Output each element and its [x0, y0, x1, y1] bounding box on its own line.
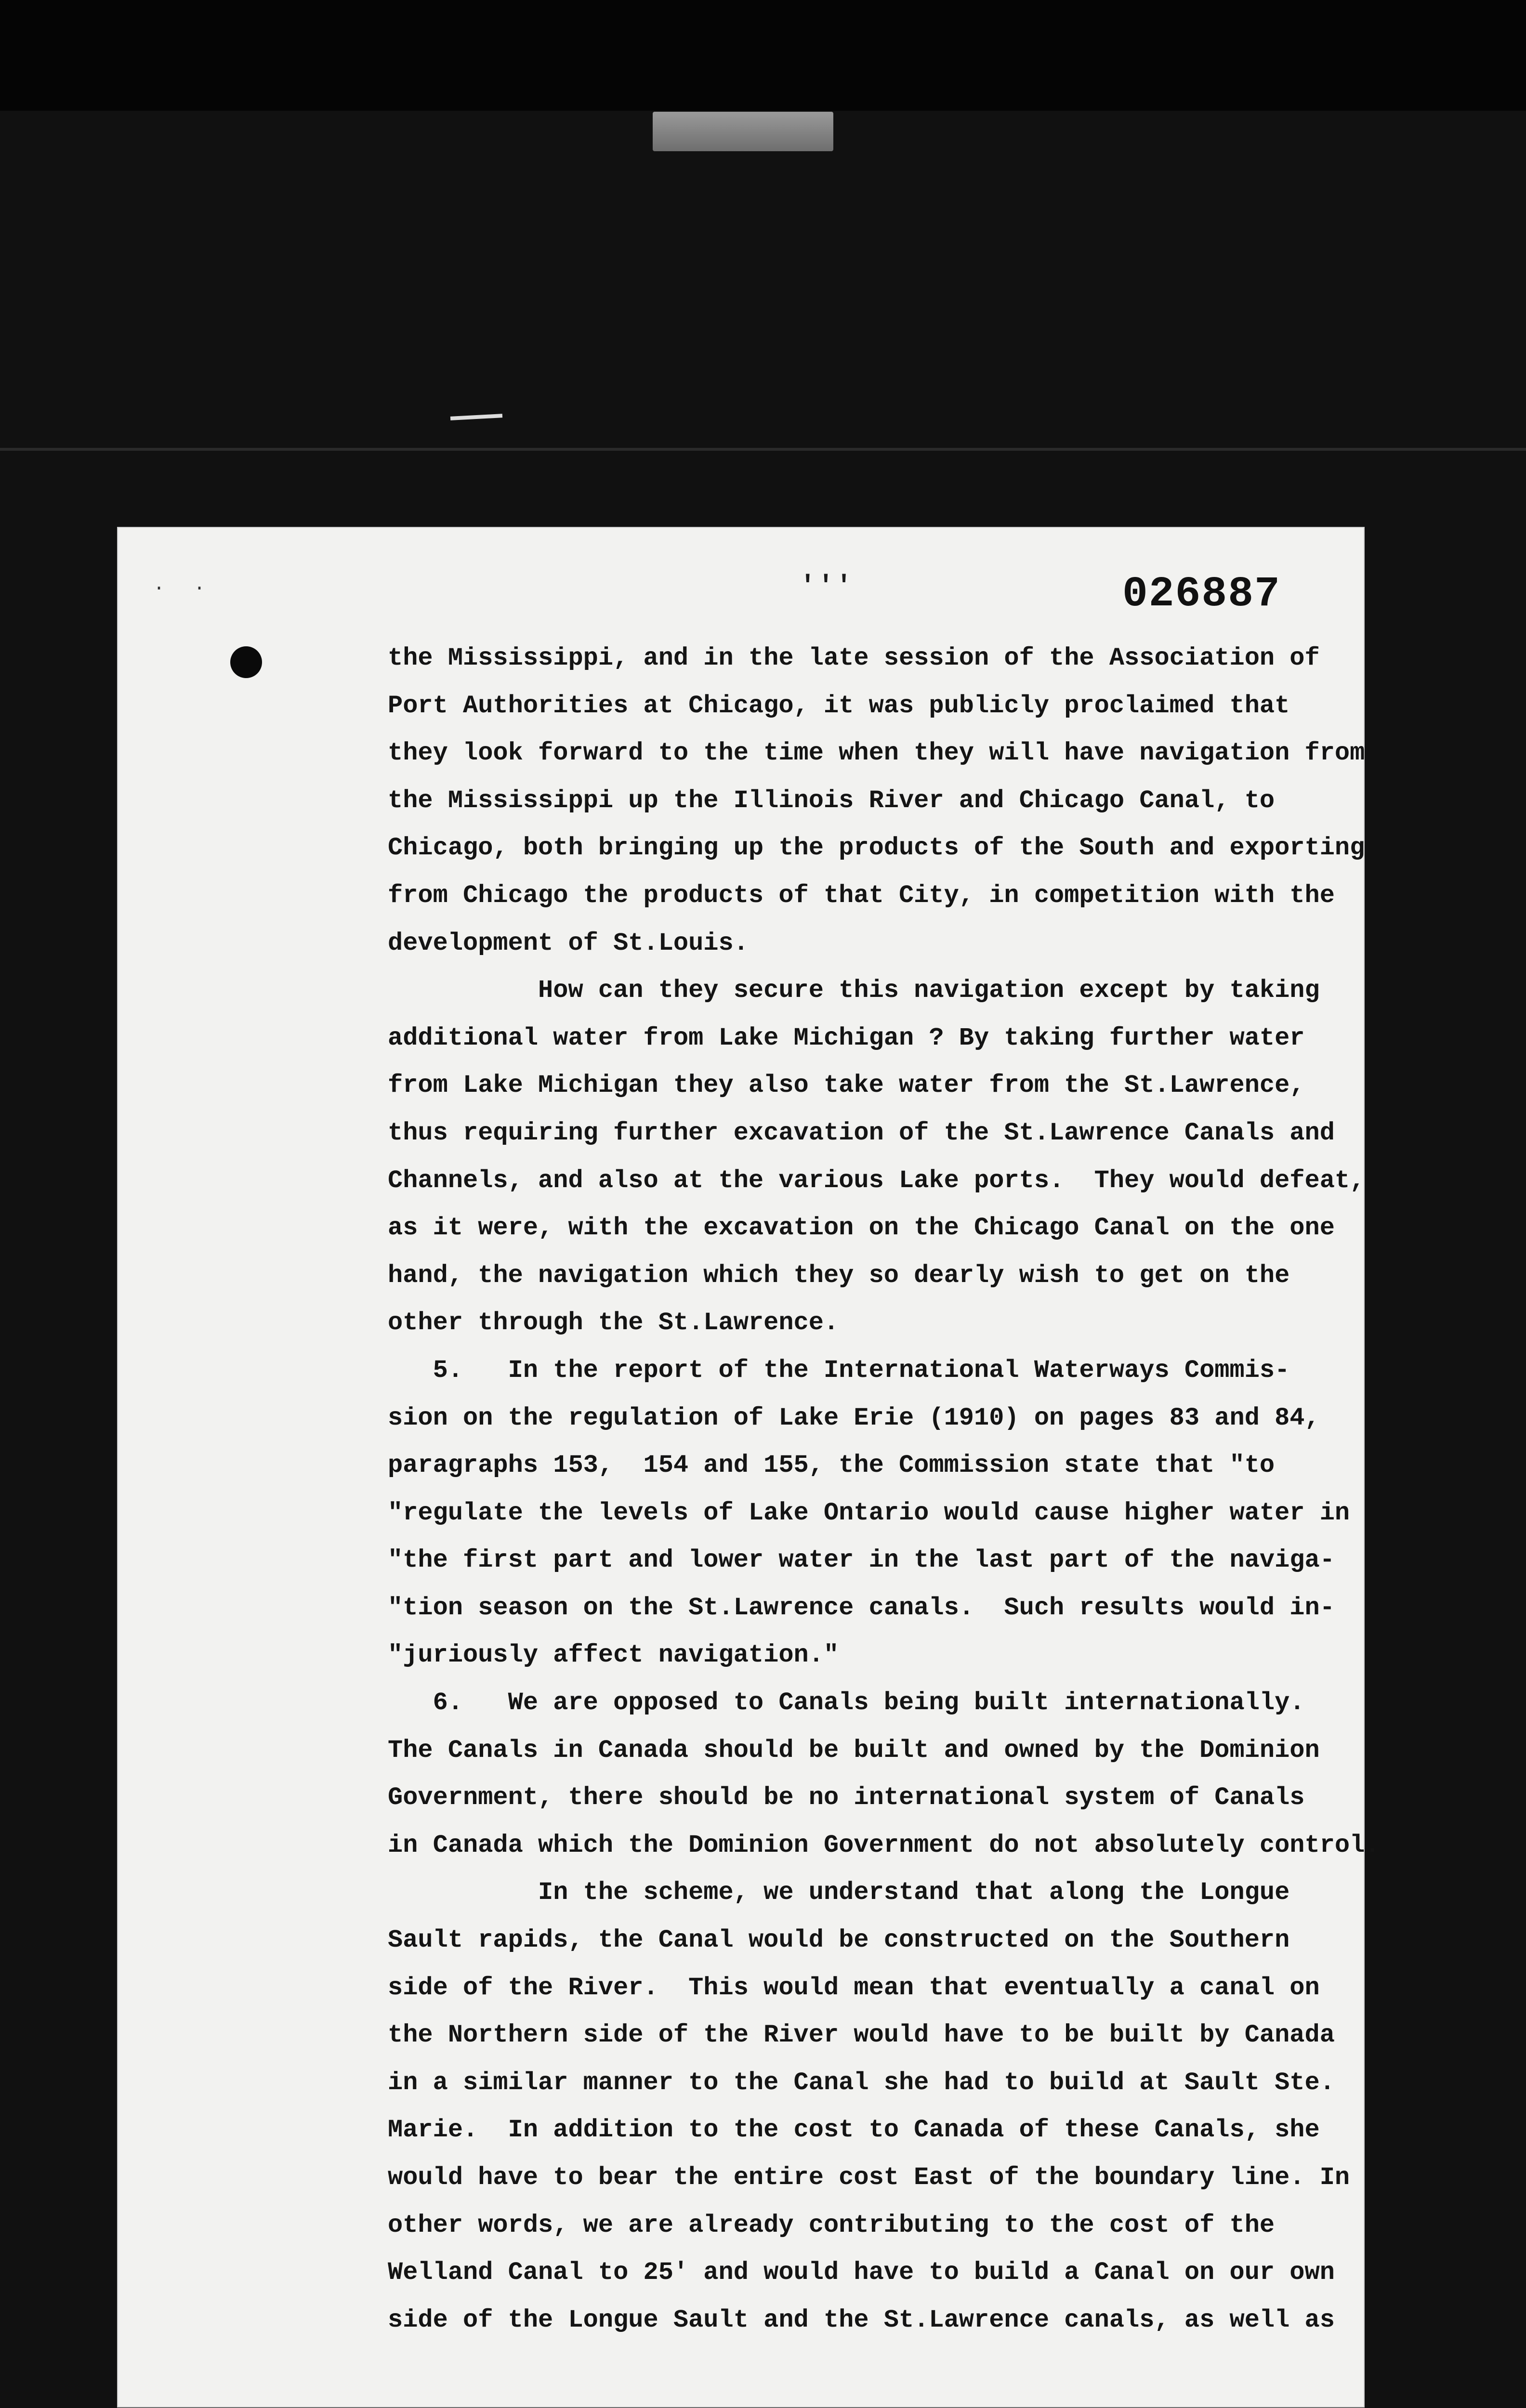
text-line: Marie. In addition to the cost to Canada of these Canals, she [388, 2116, 1320, 2145]
document-number: 026887 [1122, 571, 1281, 618]
text-line: Government, there should be no international system of Canals [388, 1783, 1305, 1812]
text-line: in Canada which the Dominion Government do not absolutely control. [388, 1831, 1380, 1859]
text-line: Port Authorities at Chicago, it was publicly proclaimed that [388, 691, 1290, 720]
text-line: in a similar manner to the Canal she had to build at Sault Ste. [388, 2068, 1335, 2097]
text-line: the Northern side of the River would have to be built by Canada [388, 2021, 1335, 2050]
text-line: "tion season on the St.Lawrence canals. Such results would in- [388, 1593, 1335, 1622]
text-line: the Mississippi, and in the late session of the Association of [388, 644, 1320, 672]
film-divider [0, 448, 1526, 451]
page-mark: ''' [800, 571, 854, 602]
text-line: "regulate the levels of Lake Ontario would cause higher water in [388, 1498, 1350, 1527]
text-line: they look forward to the time when they will have navigation from [388, 739, 1365, 768]
tape-strip [653, 112, 833, 151]
text-line: Welland Canal to 25' and would have to build a Canal on our own [388, 2258, 1335, 2287]
film-scratch [450, 414, 502, 420]
stray-marks: · · [153, 578, 214, 600]
text-line: would have to bear the entire cost East of the boundary line. In [388, 2163, 1350, 2192]
text-line: thus requiring further excavation of the St.Lawrence Canals and [388, 1118, 1335, 1147]
text-line: "the first part and lower water in the last part of the naviga- [388, 1546, 1335, 1575]
text-line: other words, we are already contributing to the cost of the [388, 2211, 1275, 2239]
text-line: the Mississippi up the Illinois River and Chicago Canal, to [388, 786, 1275, 815]
text-line: development of St.Louis. [388, 929, 749, 957]
text-line: hand, the navigation which they so dearly wish to get on the [388, 1261, 1290, 1290]
text-line: sion on the regulation of Lake Erie (1910) on pages 83 and 84, [388, 1403, 1320, 1432]
text-line: additional water from Lake Michigan ? By taking further water [388, 1023, 1305, 1052]
text-line: In the scheme, we understand that along the Longue [388, 1878, 1290, 1907]
text-line: other through the St.Lawrence. [388, 1309, 839, 1337]
text-line: The Canals in Canada should be built and owned by the Dominion [388, 1736, 1320, 1765]
text-line: as it were, with the excavation on the Chicago Canal on the one [388, 1214, 1335, 1243]
text-line: side of the River. This would mean that eventually a canal on [388, 1973, 1320, 2002]
text-line: Channels, and also at the various Lake ports. They would defeat, [388, 1166, 1365, 1195]
text-line: "juriously affect navigation." [388, 1641, 839, 1670]
text-line: from Chicago the products of that City, in competition with the [388, 881, 1335, 910]
text-line: from Lake Michigan they also take water from the St.Lawrence, [388, 1071, 1305, 1100]
typed-text-body [388, 635, 1380, 2344]
text-line: side of the Longue Sault and the St.Lawrence canals, as well as [388, 2305, 1335, 2334]
text-line: 6. We are opposed to Canals being built internationally. [388, 1688, 1305, 1717]
text-line: How can they secure this navigation except by taking [388, 976, 1320, 1005]
text-line: paragraphs 153, 154 and 155, the Commission state that "to [388, 1451, 1275, 1480]
text-line: 5. In the report of the International Waterways Commis- [388, 1356, 1290, 1385]
text-line: Chicago, both bringing up the products of the South and exporting [388, 834, 1365, 863]
text-line: Sault rapids, the Canal would be constructed on the Southern [388, 1926, 1290, 1955]
film-top-border [0, 0, 1526, 111]
hole-punch [230, 646, 262, 678]
